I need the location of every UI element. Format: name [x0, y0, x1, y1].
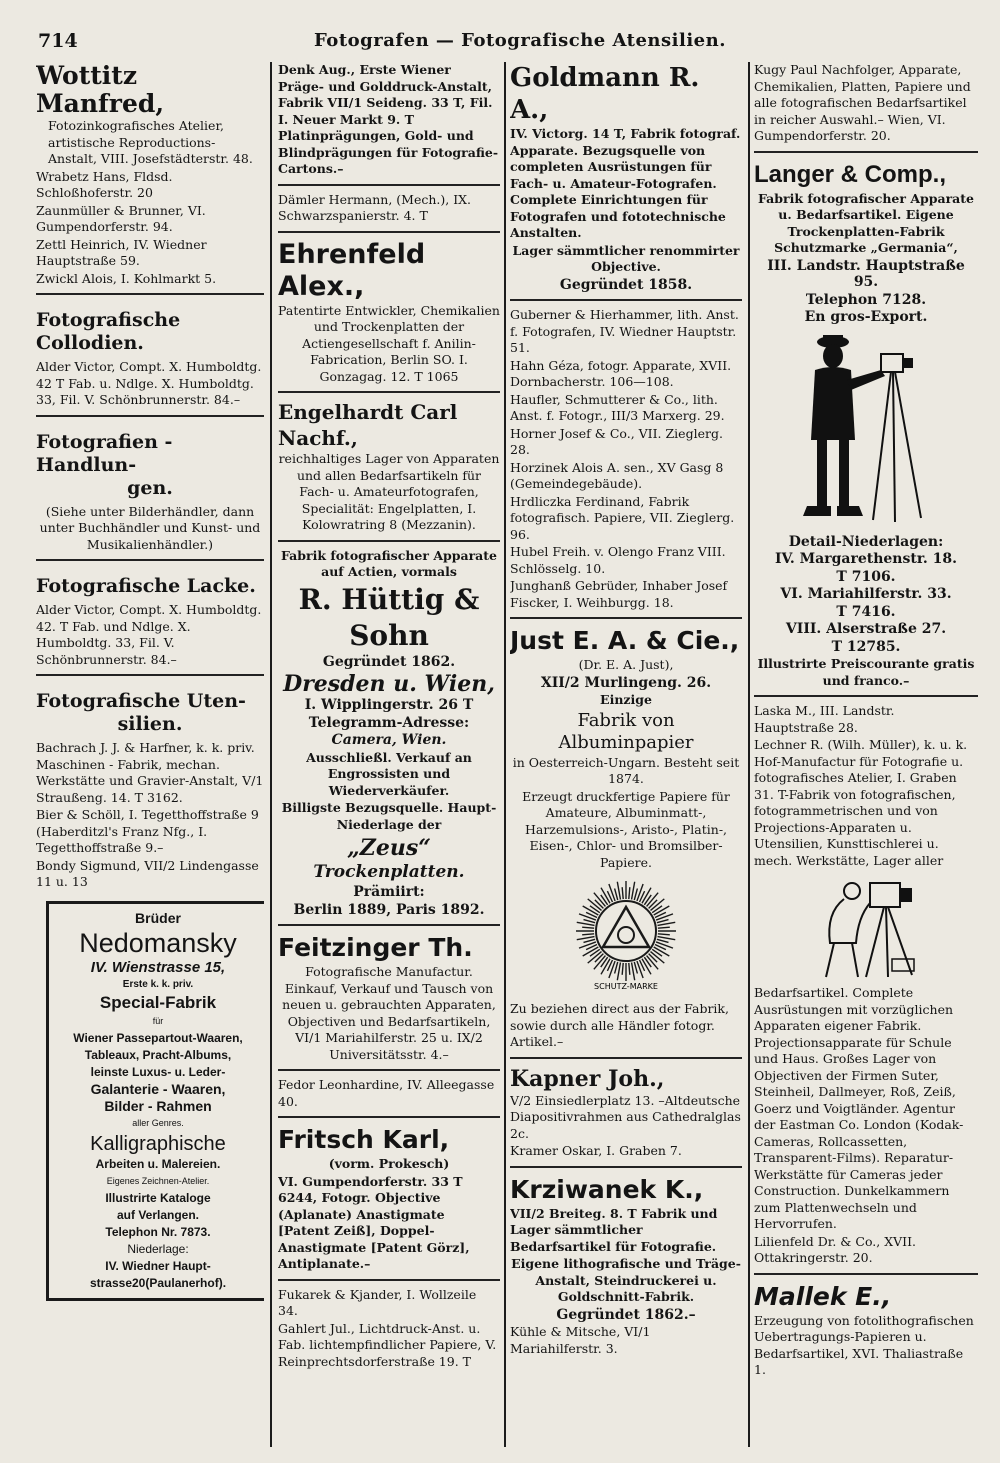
- sun-ray: [577, 922, 595, 925]
- listing-title: „Zeus“: [347, 835, 431, 861]
- listing: Guberner & Hierhammer, lith. Anst. f. Fotografen, IV. Wiedner Hauptstr. 51.: [510, 307, 739, 355]
- listing-title: Goldmann R. A.,: [510, 63, 700, 125]
- sun-ray: [622, 887, 623, 899]
- sun-ray: [609, 961, 615, 978]
- listing: Zu beziehen direct aus der Fabrik, sowie durch alle Händler fotogr. Artikel.–: [510, 1001, 729, 1049]
- camera-operator-illustration: [754, 873, 978, 981]
- listing: Hahn Géza, fotogr. Apparate, XVII. Dornbacherstr. 106—108.: [510, 357, 732, 389]
- listing: Wrabetz Hans, Fldsd. Schloßhoferstr. 20: [36, 168, 173, 200]
- column-1: [36, 62, 264, 1447]
- listing: Alder Victor, Compt. X. Humboldtg. 42 T Fab. u. Ndlge. X. Humboldtg. 33, Fil. V. Schönbrunnerstr. 84.–: [36, 359, 262, 407]
- sun-ray: [582, 927, 594, 928]
- separator: [36, 293, 264, 295]
- listing: Trockenplatten.: [313, 862, 465, 882]
- photographer-with-camera-icon: [796, 873, 936, 981]
- listing: Fabrik fotografischer Apparate auf Actien, vormals: [280, 547, 498, 579]
- separator: [36, 415, 264, 417]
- listing: Zwickl Alois, I. Kohlmarkt 5.: [36, 270, 217, 286]
- listing: Denk Aug., Erste Wiener Präge- und Golddruck-Anstalt, Fabrik VII/1 Seideng. 33 T, Fil. I. Neuer Markt 9. T Platinprägungen, Gold- und Blindprägungen für Fotografie-Cartons.–: [278, 62, 499, 176]
- sun-ray: [657, 920, 669, 923]
- listing: Fedor Leonhardine, IV. Alleegasse 40.: [278, 1077, 495, 1109]
- separator: [278, 924, 500, 926]
- advert-line: IV. Wiedner Haupt-: [105, 1258, 211, 1273]
- advert-line: Nedomansky: [79, 927, 237, 958]
- sun-ray: [595, 954, 603, 962]
- sun-ray: [634, 888, 637, 900]
- sunburst-trademark-icon: [551, 877, 701, 995]
- founded-year: Gegründet 1862.–: [556, 1306, 696, 1323]
- listing-title: Engelhardt Carl Nachf.,: [278, 400, 458, 450]
- sun-ray: [615, 962, 618, 974]
- advert-line: leinste Luxus- u. Leder-: [90, 1064, 226, 1079]
- listing: Ausschließl. Verkauf an Engrossisten und Wiederverkäufer.: [306, 749, 472, 798]
- section-heading: Fotografische Collodien.: [36, 309, 181, 354]
- listing: Horzinek Alois A. sen., XV Gasg 8 (Gemeindegebäude).: [510, 459, 724, 491]
- listing: Fabrik von Albuminpapier: [558, 709, 694, 753]
- column-4: [754, 62, 978, 1447]
- photographer-silhouette-icon: [781, 330, 951, 530]
- section-heading: gen.: [127, 476, 173, 499]
- advert-line: Kalligraphische: [90, 1132, 226, 1155]
- sun-ray: [629, 887, 630, 899]
- advert-line: Wiener Passepartout-Waaren,: [73, 1030, 243, 1045]
- separator: [36, 559, 264, 561]
- listing: Camera, Wien.: [331, 732, 447, 748]
- sun-ray: [632, 882, 635, 900]
- trademark-emblem: [510, 877, 742, 995]
- listing: Gahlert Jul., Lichtdruck-Anst. u. Fab. lichtempfindlicher Papiere, V. Reinprechtsdorferstraße 19. T: [278, 1320, 497, 1369]
- sun-ray: [615, 888, 618, 900]
- sun-ray: [637, 961, 643, 978]
- separator: [278, 1069, 500, 1071]
- separator: [36, 674, 264, 676]
- advert-line: Illustrirte Kataloge: [105, 1190, 211, 1205]
- listing: (vorm. Prokesch): [328, 1156, 450, 1171]
- sun-ray: [656, 942, 673, 948]
- listing: Bachrach J. J. & Harfner, k. k. priv. Maschinen - Fabrik, mechan. Werkstätte und Gravier-Anstalt, V/1 Straußeng. 14. T 3162.: [36, 740, 264, 805]
- listing: Einzige: [600, 692, 652, 707]
- advert-line: Erste k. k. priv.: [122, 978, 194, 990]
- separator: [754, 1273, 978, 1275]
- listing: Telephon 7128.: [805, 291, 927, 308]
- listing-title: Feitzinger Th.: [278, 933, 473, 962]
- column-2: [278, 62, 500, 1447]
- separator: [278, 1116, 500, 1118]
- photographer-illustration: [754, 330, 978, 530]
- listing-title: Just E. A. & Cie.,: [510, 626, 740, 655]
- page-number: 714: [38, 30, 78, 52]
- listing: Hrdliczka Ferdinand, Fabrik fotografisch. Papiere, VII. Zieglerg. 96.: [510, 493, 735, 542]
- separator: [510, 299, 742, 301]
- listing-title: Dresden u. Wien,: [283, 671, 495, 697]
- listing-title: Wottitz Manfred,: [36, 62, 165, 118]
- listing: Zettl Heinrich, IV. Wiedner Hauptstraße 59.: [36, 236, 207, 268]
- listing-text: VII/2 Breiteg. 8. T Fabrik und Lager sämmtlicher Bedarfsartikel für Fotografie.: [510, 1205, 718, 1254]
- listing-title: Langer & Comp.,: [754, 160, 947, 188]
- listing: Erzeugt druckfertige Papiere für Amateure, Albuminmatt-, Harzemulsions-, Aristo-, Platin-, Eisen-, Chlor- und Bromsilber-Papiere.: [522, 788, 730, 870]
- column-rule: [748, 62, 750, 1447]
- sun-ray: [637, 884, 643, 901]
- listing: Bier & Schöll, I. Tegetthoffstraße 9 (Haberditzl's Franz Nfg., I. Tegetthoffstraße 9.–: [36, 807, 259, 855]
- listing: T 7416.: [836, 603, 896, 620]
- advert-line: IV. Wienstrasse 15,: [90, 958, 226, 976]
- advert-line: Eigenes Zeichnen-Atelier.: [106, 1175, 210, 1186]
- sun-ray: [657, 939, 669, 942]
- sun-ray: [579, 914, 596, 920]
- sun-ray: [632, 963, 635, 981]
- listing: Dämler Hermann, (Mech.), IX. Schwarzspanierstr. 4. T: [278, 191, 472, 223]
- column-rule: [270, 62, 272, 1447]
- listing: XII/2 Murlingeng. 26.: [540, 674, 712, 691]
- sun-ray: [634, 962, 637, 974]
- advert-line: Special-Fabrik: [99, 992, 217, 1012]
- section-heading: silien.: [117, 713, 183, 735]
- separator: [510, 1166, 742, 1168]
- sun-ray: [579, 942, 596, 948]
- separator: [754, 695, 978, 697]
- founded-year: Gegründet 1858.: [559, 276, 693, 293]
- separator: [754, 151, 978, 153]
- listing: Zaunmüller & Brunner, VI. Gumpendorferstr. 94.: [36, 202, 206, 234]
- sun-ray: [617, 963, 620, 981]
- listing: Berlin 1889, Paris 1892.: [293, 901, 485, 918]
- listing: T 12785.: [831, 638, 901, 655]
- separator: [278, 1279, 500, 1281]
- listing-title: Fritsch Karl,: [278, 1125, 450, 1154]
- sun-ray: [658, 934, 670, 935]
- listing: in Oesterreich-Ungarn. Besteht seit 1874.: [512, 754, 740, 786]
- separator: [510, 617, 742, 619]
- listing-note: (Siehe unter Bilderhändler, dann unter Buchhändler und Kunst- und Musikalienhändler.): [39, 503, 261, 552]
- listing: Illustrirte Preiscourante gratis und franco.–: [757, 656, 975, 688]
- listing: Laska M., III. Landstr. Hauptstraße 28.: [754, 703, 895, 735]
- advert-line: Brüder: [135, 909, 181, 926]
- listing: Lilienfeld Dr. & Co., XVII. Ottakringerstr. 20.: [754, 1233, 916, 1265]
- sun-ray: [658, 937, 676, 940]
- listing-text: VI. Gumpendorferstr. 33 T 6244, Fotogr. Objective (Aplanate) Anastigmate [Patent Zeiß], Doppel-Anastigmate [Patent Görz], Antiplanate.–: [278, 1173, 470, 1271]
- advert-line: Galanterie - Waaren,: [90, 1080, 226, 1097]
- listing-text: IV. Victorg. 14 T, Fabrik fotograf. Apparate. Bezugsquelle von completen Ausrüstungen für Fach- u. Amateur-Fotografen. Complete Einrichtungen für Fotografen und fototechnische Anstalten.: [510, 126, 741, 240]
- trademark-label: SCHUTZ-MARKE: [594, 982, 658, 991]
- sun-ray: [577, 937, 595, 940]
- listing: Telegramm-Adresse:: [308, 714, 470, 731]
- sun-ray: [609, 884, 615, 901]
- sun-ray: [595, 900, 603, 908]
- listing-text: Patentirte Entwickler, Chemikalien und Trockenplatten der Actiengesellschaft f. Anilin-Fabrication, Berlin SO. I. Gonzagag. 12. T 1065: [278, 302, 500, 384]
- sun-ray: [649, 900, 657, 908]
- sun-ray: [656, 914, 673, 920]
- listing-title: Ehrenfeld Alex.,: [278, 238, 426, 302]
- advert-line: Niederlage:: [127, 1241, 189, 1256]
- sun-ray: [649, 954, 657, 962]
- listing: Billigste Bezugsquelle. Haupt-Niederlage der: [281, 800, 497, 832]
- listing: Detail-Niederlagen:: [788, 533, 944, 550]
- sun-ray: [617, 882, 620, 900]
- listing: Lechner R. (Wilh. Müller), k. u. k. Hof-Manufactur für Fotografie u. fotografisches Atelier, I. Graben 31. T-Fabrik von fotografischen, fotogrammetrischen und von Projections-Apparaten u. Utensilien, Kunsttischlerei u. mech. Werkstätte, Lager aller: [754, 737, 968, 868]
- listing: En gros-Export.: [804, 309, 928, 325]
- listing: III. Landstr. Hauptstraße 95.: [767, 257, 965, 290]
- column-rule: [504, 62, 506, 1447]
- listing: Alder Victor, Compt. X. Humboldtg. 42. T Fab. und Ndlge. X. Humboldtg. 33, Fil. V. Schönbrunnerstr. 84.–: [36, 602, 262, 667]
- listing: Horner Josef & Co., VII. Zieglerg. 28.: [510, 425, 723, 457]
- sun-ray: [622, 963, 623, 975]
- separator: [510, 1057, 742, 1059]
- founded-year: Gegründet 1862.: [322, 653, 456, 670]
- advert-line: strasse20(Paulanerhof).: [89, 1275, 227, 1290]
- listing-text: Bedarfsartikel. Complete Ausrüstungen mit vorzüglichen Apparaten eigener Fabrik. Projectionsapparate für Schule und Haus. Großes Lager von Objectiven der Firmen Suter, Steinheil, Dallmeyer, Roß, Zeiß, Goerz und Voigtländer. Agentur der Eastman Co. London (Kodak-Cameras, Rollcassetten, Transparent-Films). Reparatur-Werkstätte für Cameras jeder Construction. Dunkelkammern zum Plattenwechseln und Hervorrufen.: [754, 985, 964, 1231]
- listing: IV. Margarethenstr. 18.: [774, 551, 958, 567]
- listing: T 7106.: [836, 568, 896, 585]
- listing: Junghanß Gebrüder, Inhaber Josef Fiscker, I. Weihburgg. 18.: [510, 578, 728, 610]
- advert-line: aller Genres.: [132, 1117, 184, 1128]
- listing: Prämiirt:: [353, 884, 425, 900]
- separator: [278, 391, 500, 393]
- listing: Kühle & Mitsche, VI/1 Mariahilferstr. 3.: [510, 1324, 651, 1356]
- sun-ray: [629, 963, 630, 975]
- listing: Kramer Oskar, I. Graben 7.: [510, 1143, 682, 1158]
- separator: [278, 540, 500, 542]
- nedomansky-advert: [46, 901, 264, 1301]
- listing: Hubel Freih. v. Olengo Franz VIII. Schlösselg. 10.: [510, 544, 726, 576]
- separator: [278, 184, 500, 186]
- listing: Kugy Paul Nachfolger, Apparate, Chemikalien, Platten, Papiere und alle fotografischen Bedarfsartikel in reicher Auswahl.– Wien, VI. Gumpendorferstr. 20.: [754, 62, 971, 143]
- advert-line: Telephon Nr. 7873.: [105, 1224, 211, 1239]
- advert-line: Bilder - Rahmen: [104, 1097, 212, 1114]
- section-heading: Fotografische Lacke.: [36, 575, 256, 597]
- advert-line: Tableaux, Pracht-Albums,: [84, 1047, 232, 1062]
- page-title: Fotografen — Fotografische Atensilien.: [314, 30, 726, 51]
- listing-title: Kapner Joh.,: [510, 1065, 665, 1092]
- listing-text: V/2 Einsiedlerplatz 13. –Altdeutsche Diapositivrahmen aus Cathedralglas 2c.: [510, 1092, 741, 1141]
- advert-line: auf Verlangen.: [116, 1207, 200, 1222]
- sun-ray: [583, 920, 595, 923]
- listing-text: Fotografische Manufactur. Einkauf, Verkauf und Tausch von neuen u. gebrauchten Apparaten, Objectiven und Bedarfsartikeln, VI/1 Mariahilferstr. 25 u. IX/2 Universitätsstr. 4.–: [282, 964, 496, 1062]
- listing-text: reichhaltiges Lager von Apparaten und allen Bedarfsartikeln für Fach- u. Amateurfotografen, Specialität: Engelplatten, I. Kolowratring 8 (Mezzanin).: [278, 451, 500, 532]
- listing-text: Erzeugung von fotolithografischen Uebertragungs-Papieren u. Bedarfsartikel, XVI. Thaliastraße 1.: [754, 1312, 974, 1377]
- listing: VIII. Alserstraße 27.: [785, 621, 947, 637]
- listing: Eigene lithografische und Träge-Anstalt, Steindruckerei u. Goldschnitt-Fabrik.: [511, 1256, 741, 1304]
- sun-ray: [658, 922, 676, 925]
- listing: I. Wipplingerstr. 26 T: [304, 697, 474, 713]
- section-heading: Fotografien - Handlun-: [36, 430, 173, 476]
- listing-text: Fotozinkografisches Atelier, artistische Reproductions-Anstalt, VIII. Josefstädterstr. 48.: [48, 118, 253, 166]
- listing-title: Krziwanek K.,: [510, 1174, 704, 1204]
- listing-title: R. Hüttig & Sohn: [298, 582, 480, 652]
- sun-ray: [658, 927, 670, 928]
- column-3: [510, 62, 742, 1447]
- sun-ray: [582, 934, 594, 935]
- listing: Bondy Sigmund, VII/2 Lindengasse 11 u. 13: [36, 857, 259, 889]
- section-heading: Fotografische Uten-: [36, 690, 246, 712]
- listing: Lager sämmtlicher renommirter Objective.: [512, 242, 740, 274]
- advert-line: Arbeiten u. Malereien.: [95, 1156, 221, 1171]
- listing: (Dr. E. A. Just),: [578, 657, 674, 672]
- listing-title: Mallek E.,: [754, 1281, 892, 1311]
- listing: Haufler, Schmutterer & Co., lith. Anst. f. Fotogr., III/3 Marxerg. 29.: [510, 391, 725, 423]
- sun-ray: [583, 939, 595, 942]
- listing: VI. Mariahilferstr. 33.: [780, 586, 952, 602]
- listing-text: Fabrik fotografischer Apparate u. Bedarfsartikel. Eigene Trockenplatten-Fabrik Schutzmarke „Germania“,: [757, 190, 975, 255]
- separator: [278, 231, 500, 233]
- advert-line: für: [152, 1015, 164, 1026]
- listing: Fukarek & Kjander, I. Wollzeile 34.: [278, 1286, 477, 1318]
